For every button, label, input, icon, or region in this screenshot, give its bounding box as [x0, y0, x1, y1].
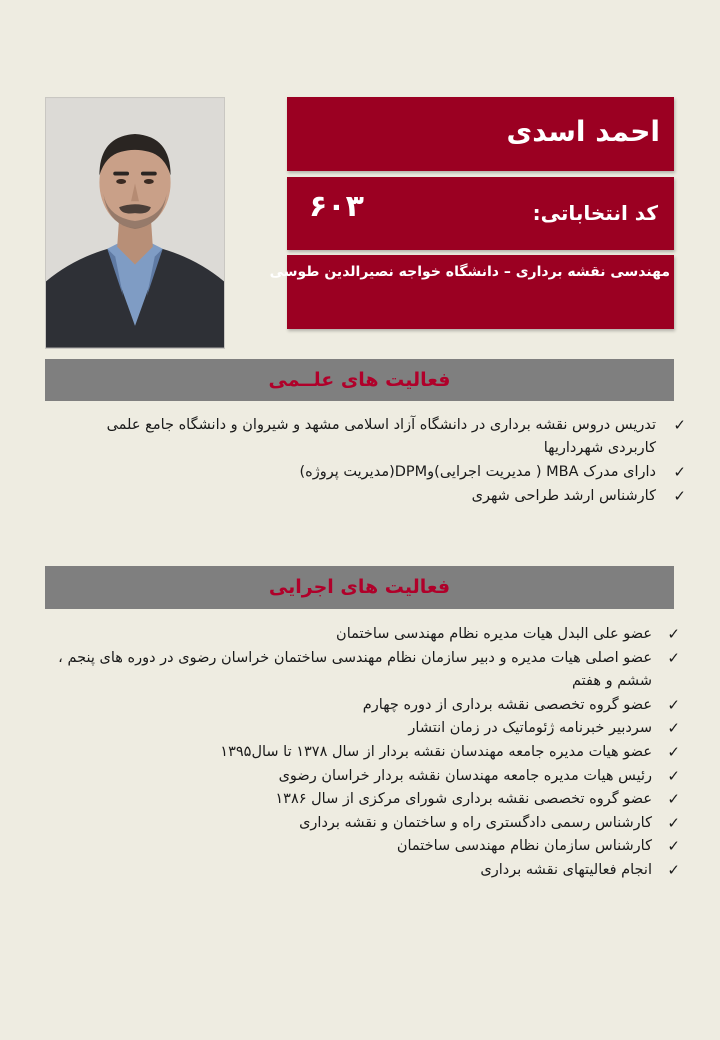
check-icon: ✓ — [667, 766, 680, 785]
name-box — [287, 97, 674, 171]
list-item — [45, 788, 684, 812]
list-item-text: کارشناس ارشد طراحی شهری — [471, 488, 656, 504]
election-code-label: کد انتخاباتی: — [532, 201, 658, 225]
list-item — [45, 835, 684, 859]
check-icon: ✓ — [667, 648, 680, 667]
list-item-text: انجام فعالیتهای نقشه برداری — [480, 861, 652, 878]
election-code-box — [287, 177, 674, 250]
check-icon: ✓ — [667, 790, 680, 809]
list-item — [45, 812, 684, 836]
list-item — [80, 414, 692, 460]
list-item-text: دارای مدرک MBA ( مدیریت اجرایی)وDPM(مدیریت پروژه) — [299, 464, 656, 480]
list-item-text: سردبیر خبرنامه ژئوماتیک در زمان انتشار — [408, 720, 652, 737]
portrait-image — [46, 98, 224, 348]
list-item — [45, 717, 684, 741]
list-item — [80, 461, 692, 484]
scientific-activities-header: فعالیت های علــمی — [45, 359, 674, 401]
list-item-text: عضو علی البدل هیات مدیره نظام مهندسی ساختمان — [336, 626, 652, 642]
profile-photo — [45, 97, 225, 349]
list-item-text: تدریس دروس نقشه برداری در دانشگاه آزاد اسلامی مشهد و شیروان و دانشگاه جامع علمی کاربردی شهرداریها — [106, 417, 656, 456]
education-box — [269, 255, 674, 329]
list-item-text: کارشناس رسمی دادگستری راه و ساختمان و نقشه برداری — [299, 814, 652, 831]
list-item — [45, 623, 684, 647]
person-name: احمد اسدی — [506, 115, 660, 148]
election-code-value: ۶۰۳ — [309, 189, 364, 224]
check-icon: ✓ — [667, 625, 680, 643]
executive-activities-list — [45, 623, 684, 883]
list-item-text: رئیس هیات مدیره جامعه مهندسان نقشه بردار خراسان رضوی — [278, 767, 652, 784]
scientific-activities-list — [80, 414, 692, 509]
list-item-text: عضو گروه تخصصی نقشه برداری شورای مرکزی از سال ۱۳۸۶ — [275, 791, 652, 808]
check-icon: ✓ — [667, 742, 680, 761]
list-item — [45, 694, 684, 718]
education-text: مهندسی نقشه برداری – دانشگاه خواجه نصیرالدین طوسی — [269, 264, 670, 280]
list-item-text: کارشناس سازمان نظام مهندسی ساختمان — [396, 838, 652, 855]
check-icon: ✓ — [667, 695, 680, 714]
list-item-text: عضو اصلی هیات مدیره و دبیر سازمان نظام مهندسی ساختمان خراسان رضوی در دوره های پنجم ، ششم و هفتم — [58, 649, 652, 690]
list-item — [45, 765, 684, 789]
list-item — [80, 485, 692, 508]
check-icon: ✓ — [667, 860, 680, 879]
check-icon: ✓ — [673, 463, 686, 481]
check-icon: ✓ — [667, 837, 680, 856]
list-item — [45, 647, 684, 694]
list-item — [45, 859, 684, 883]
check-icon: ✓ — [667, 813, 680, 832]
list-item — [45, 741, 684, 765]
check-icon: ✓ — [667, 719, 680, 738]
list-item-text: عضو گروه تخصصی نقشه برداری از دوره چهارم — [362, 696, 652, 713]
list-item-text: عضو هیات مدیره جامعه مهندسان نقشه بردار از سال ۱۳۷۸ تا سال۱۳۹۵ — [220, 743, 652, 760]
check-icon: ✓ — [673, 416, 686, 434]
check-icon: ✓ — [673, 487, 686, 505]
executive-activities-header: فعالیت های اجرایی — [45, 566, 674, 609]
